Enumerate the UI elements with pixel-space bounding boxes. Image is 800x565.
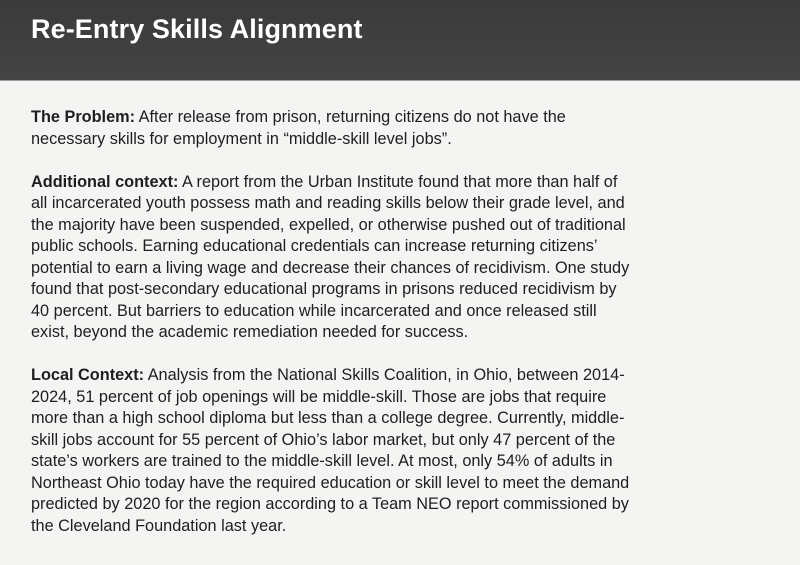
paragraph-line	[31, 365, 731, 387]
paragraph-line: necessary skills for employment in “middle-skill level jobs”.	[31, 129, 452, 148]
paragraph-text: After release from prison, returning citizens do not have the	[135, 108, 566, 126]
paragraph-line: predicted by 2020 for the region according to a Team NEO report commissioned by	[31, 495, 629, 513]
paragraph-line: found that post-secondary educational programs in prisons reduced recidivism by	[31, 280, 617, 298]
paragraph-text: Analysis from the National Skills Coalition, in Ohio, between 2014-	[144, 366, 625, 384]
paragraph-line: public schools. Earning educational credentials can increase returning citizens’	[31, 237, 598, 255]
paragraph-line: more than a high school diploma but less than a college degree. Currently, middle-	[31, 409, 625, 427]
paragraph-line: the Cleveland Foundation last year.	[31, 516, 287, 535]
document-body	[31, 107, 731, 559]
section-local-context	[31, 365, 731, 537]
section-additional-context	[31, 172, 731, 344]
section-label: Additional context:	[31, 172, 179, 191]
paragraph-line: potential to earn a living wage and decrease their chances of recidivism. One study	[31, 258, 630, 277]
header-bar	[0, 0, 800, 80]
paragraph-line: state’s workers are trained to the middle-skill level. At most, only 54% of adults in	[31, 452, 613, 470]
page-title: Re-Entry Skills Alignment	[31, 14, 363, 44]
paragraph-line	[31, 107, 731, 129]
paragraph-line: Northeast Ohio today have the required education or skill level to meet the demand	[31, 473, 630, 492]
paragraph-line: 2024, 51 percent of job openings will be middle-skill. Those are jobs that require	[31, 387, 607, 406]
paragraph-line	[31, 172, 731, 194]
paragraph-line: skill jobs account for 55 percent of Ohio’s labor market, but only 47 percent of the	[31, 430, 616, 449]
section-problem	[31, 107, 731, 150]
paragraph-line: exist, beyond the academic remediation needed for success.	[31, 323, 469, 341]
paragraph-line: all incarcerated youth possess math and reading skills below their grade level, and	[31, 194, 625, 212]
section-label: The Problem:	[31, 108, 136, 126]
paragraph-line: 40 percent. But barriers to education while incarcerated and once released still	[31, 301, 597, 320]
paragraph-line: the majority have been suspended, expelled, or otherwise pushed out of traditional	[31, 215, 626, 234]
paragraph-text: A report from the Urban Institute found that more than half of	[178, 172, 618, 191]
section-label: Local Context:	[31, 366, 145, 384]
